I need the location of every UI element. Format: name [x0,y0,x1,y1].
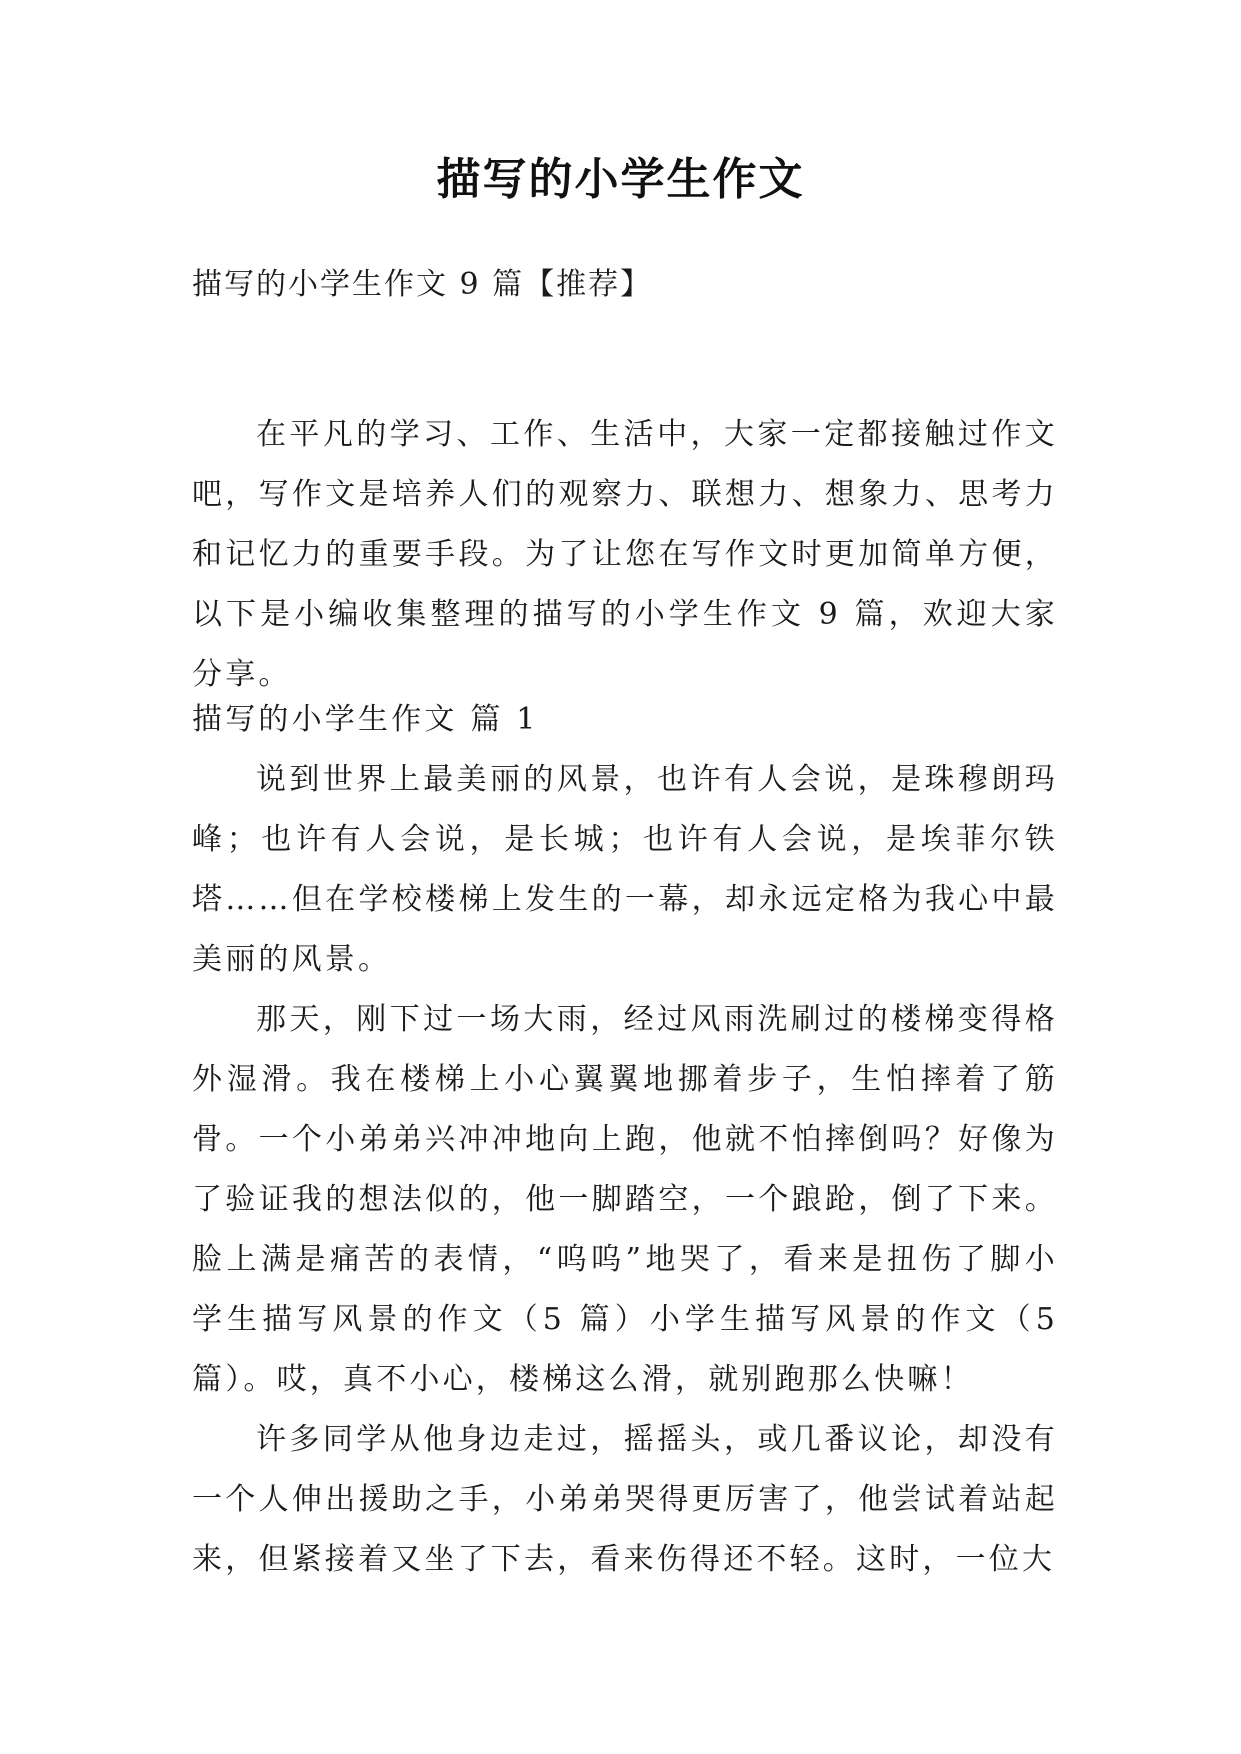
document-title: 描写的小学生作文 [436,154,805,205]
body-paragraph: 那天，刚下过一场大雨，经过风雨洗刷过的楼梯变得格外湿滑。我在楼梯上小心翼翼地挪着步子，生怕摔着了筋骨。一个小弟弟兴冲冲地向上跑，他就不怕摔倒吗？好像为了验证我的想法似的，他一脚踏空，一个踉跄，倒了下来。脸上满是痛苦的表情，“呜呜”地哭了，看来是扭伤了脚小学生描写风景的作文（5 篇）小学生描写风景的作文（5 篇）。哎，真不小心，楼梯这么滑，就别跑那么快嘛！ [192,1002,1058,1397]
document-subtitle: 描写的小学生作文 9 篇【推荐】 [192,267,653,302]
intro-block [192,405,1058,705]
body-paragraph: 许多同学从他身边走过，摇摇头，或几番议论，却没有一个人伸出援助之手，小弟弟哭得更厉害了，他尝试着站起来，但紧接着又坐了下去，看来伤得还不轻。这时，一位大 [192,1422,1058,1577]
body-paragraph: 说到世界上最美丽的风景，也许有人会说，是珠穆朗玛峰；也许有人会说，是长城；也许有人会说，是埃菲尔铁塔……但在学校楼梯上发生的一幕，却永远定格为我心中最美丽的风景。 [192,762,1058,977]
intro-paragraph: 在平凡的学习、工作、生活中，大家一定都接触过作文吧，写作文是培养人们的观察力、联想力、想象力、思考力和记忆力的重要手段。为了让您在写作文时更加简单方便，以下是小编收集整理的描写的小学生作文 9 篇，欢迎大家分享。 [192,417,1058,692]
section-1 [192,690,1058,1590]
section-heading: 描写的小学生作文 篇 1 [192,702,539,737]
